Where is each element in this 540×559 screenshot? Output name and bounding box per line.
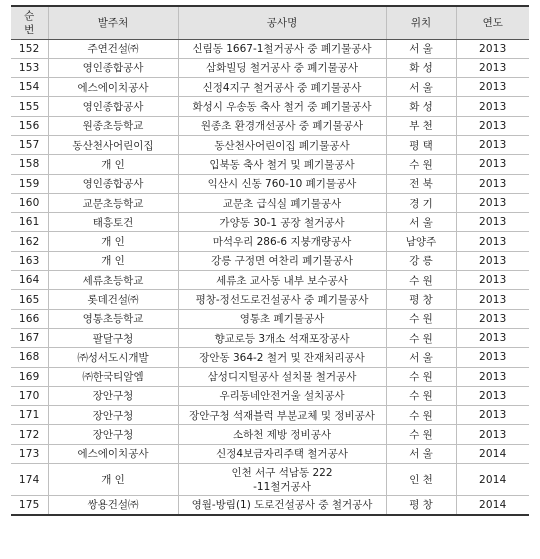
cell-number: 172 bbox=[11, 425, 48, 444]
cell-project: 신정4지구 철거공사 중 폐기물공사 bbox=[178, 78, 386, 97]
cell-year: 2013 bbox=[456, 97, 529, 116]
cell-project: 영통초 폐기물공사 bbox=[178, 309, 386, 328]
cell-number: 158 bbox=[11, 155, 48, 174]
cell-location: 남양주 bbox=[386, 232, 456, 251]
table-row bbox=[11, 425, 529, 444]
cell-client: 에스에이치공사 bbox=[48, 78, 178, 97]
cell-project: 소하천 제방 정비공사 bbox=[178, 425, 386, 444]
cell-year: 2013 bbox=[456, 271, 529, 290]
cell-project: 장안동 364-2 철거 및 잔재처리공사 bbox=[178, 348, 386, 367]
cell-location: 평 창 bbox=[386, 496, 456, 515]
cell-client: 주연건설㈜ bbox=[48, 39, 178, 58]
cell-location: 인 천 bbox=[386, 464, 456, 496]
cell-year: 2013 bbox=[456, 251, 529, 270]
cell-project: 입북동 축사 철거 및 폐기물공사 bbox=[178, 155, 386, 174]
table-row bbox=[11, 464, 529, 496]
cell-number: 170 bbox=[11, 386, 48, 405]
cell-location: 서 울 bbox=[386, 348, 456, 367]
cell-location: 수 원 bbox=[386, 271, 456, 290]
cell-project: 마석우리 286-6 지붕개량공사 bbox=[178, 232, 386, 251]
cell-year: 2013 bbox=[456, 193, 529, 212]
cell-location: 화 성 bbox=[386, 97, 456, 116]
cell-number: 155 bbox=[11, 97, 48, 116]
cell-project: 가양동 30-1 공장 철거공사 bbox=[178, 213, 386, 232]
project-table-container bbox=[11, 5, 529, 516]
header-number-line1: 순 bbox=[24, 9, 35, 22]
cell-year: 2013 bbox=[456, 232, 529, 251]
cell-project: 교문초 급식실 폐기물공사 bbox=[178, 193, 386, 212]
cell-number: 152 bbox=[11, 39, 48, 58]
cell-client: 세류초등학교 bbox=[48, 271, 178, 290]
cell-client: 에스에이치공사 bbox=[48, 444, 178, 463]
table-row bbox=[11, 58, 529, 77]
header-number bbox=[11, 6, 48, 39]
table-row bbox=[11, 348, 529, 367]
cell-location: 화 성 bbox=[386, 58, 456, 77]
cell-client: ㈜성서도시개발 bbox=[48, 348, 178, 367]
cell-year: 2013 bbox=[456, 348, 529, 367]
cell-year: 2013 bbox=[456, 386, 529, 405]
cell-client: ㈜한국티알엠 bbox=[48, 367, 178, 386]
cell-number: 154 bbox=[11, 78, 48, 97]
table-row bbox=[11, 496, 529, 515]
cell-location: 평 창 bbox=[386, 290, 456, 309]
cell-number: 161 bbox=[11, 213, 48, 232]
cell-number: 174 bbox=[11, 464, 48, 496]
cell-project: 삼성디지털공사 설치물 철거공사 bbox=[178, 367, 386, 386]
cell-project: 삼화빌딩 철거공사 중 폐기물공사 bbox=[178, 58, 386, 77]
cell-number: 169 bbox=[11, 367, 48, 386]
cell-number: 159 bbox=[11, 174, 48, 193]
cell-number: 163 bbox=[11, 251, 48, 270]
cell-number: 175 bbox=[11, 496, 48, 515]
cell-project: 우리동네안전거울 설치공사 bbox=[178, 386, 386, 405]
cell-year: 2013 bbox=[456, 425, 529, 444]
cell-project: 동산천사어린이집 폐기물공사 bbox=[178, 135, 386, 154]
cell-location: 서 울 bbox=[386, 444, 456, 463]
cell-location: 평 택 bbox=[386, 135, 456, 154]
cell-year: 2013 bbox=[456, 78, 529, 97]
project-history-table bbox=[11, 5, 529, 516]
cell-client: 영인종합공사 bbox=[48, 97, 178, 116]
table-row bbox=[11, 97, 529, 116]
cell-number: 173 bbox=[11, 444, 48, 463]
cell-client: 팔달구청 bbox=[48, 328, 178, 347]
cell-location: 전 북 bbox=[386, 174, 456, 193]
cell-project: 향교로등 3개소 석재포장공사 bbox=[178, 328, 386, 347]
cell-year: 2013 bbox=[456, 58, 529, 77]
cell-location: 수 원 bbox=[386, 406, 456, 425]
table-row bbox=[11, 386, 529, 405]
cell-number: 166 bbox=[11, 309, 48, 328]
cell-year: 2014 bbox=[456, 464, 529, 496]
cell-client: 교문초등학교 bbox=[48, 193, 178, 212]
cell-year: 2013 bbox=[456, 174, 529, 193]
cell-year: 2014 bbox=[456, 496, 529, 515]
cell-location: 부 천 bbox=[386, 116, 456, 135]
table-row bbox=[11, 174, 529, 193]
cell-year: 2013 bbox=[456, 406, 529, 425]
cell-client: 태흥토건 bbox=[48, 213, 178, 232]
cell-project: 화성시 우송동 축사 철거 중 폐기물공사 bbox=[178, 97, 386, 116]
cell-project: 신정4보금자리주택 철거공사 bbox=[178, 444, 386, 463]
cell-project: 원종초 환경개선공사 중 폐기물공사 bbox=[178, 116, 386, 135]
cell-client: 원종초등학교 bbox=[48, 116, 178, 135]
cell-client: 장안구청 bbox=[48, 425, 178, 444]
table-row bbox=[11, 213, 529, 232]
cell-year: 2013 bbox=[456, 155, 529, 174]
cell-client: 개 인 bbox=[48, 155, 178, 174]
cell-number: 171 bbox=[11, 406, 48, 425]
table-row bbox=[11, 367, 529, 386]
header-project: 공사명 bbox=[178, 6, 386, 39]
header-year: 연도 bbox=[456, 6, 529, 39]
cell-location: 수 원 bbox=[386, 425, 456, 444]
cell-location: 경 기 bbox=[386, 193, 456, 212]
cell-project bbox=[178, 464, 386, 496]
cell-year: 2013 bbox=[456, 135, 529, 154]
cell-client: 장안구청 bbox=[48, 406, 178, 425]
cell-year: 2013 bbox=[456, 367, 529, 386]
cell-project: 익산시 신동 760-10 폐기물공사 bbox=[178, 174, 386, 193]
cell-project: 강릉 구정면 여찬리 폐기물공사 bbox=[178, 251, 386, 270]
cell-year: 2013 bbox=[456, 39, 529, 58]
cell-location: 서 울 bbox=[386, 39, 456, 58]
cell-location: 수 원 bbox=[386, 386, 456, 405]
table-row bbox=[11, 290, 529, 309]
cell-project-line2: -11철거공사 bbox=[253, 480, 311, 493]
cell-location: 서 울 bbox=[386, 213, 456, 232]
table-row bbox=[11, 78, 529, 97]
cell-client: 쌍용건설㈜ bbox=[48, 496, 178, 515]
cell-number: 153 bbox=[11, 58, 48, 77]
table-header-row bbox=[11, 6, 529, 39]
table-row bbox=[11, 116, 529, 135]
cell-client: 영인종합공사 bbox=[48, 174, 178, 193]
cell-number: 160 bbox=[11, 193, 48, 212]
table-row bbox=[11, 193, 529, 212]
cell-location: 수 원 bbox=[386, 367, 456, 386]
table-row bbox=[11, 328, 529, 347]
header-number-line2: 번 bbox=[24, 23, 35, 36]
cell-number: 156 bbox=[11, 116, 48, 135]
cell-location: 강 릉 bbox=[386, 251, 456, 270]
cell-year: 2013 bbox=[456, 328, 529, 347]
cell-location: 수 원 bbox=[386, 309, 456, 328]
table-row bbox=[11, 271, 529, 290]
header-location: 위치 bbox=[386, 6, 456, 39]
cell-year: 2013 bbox=[456, 309, 529, 328]
table-row bbox=[11, 155, 529, 174]
cell-project: 장안구청 석재블럭 부분교체 및 정비공사 bbox=[178, 406, 386, 425]
cell-client: 장안구청 bbox=[48, 386, 178, 405]
cell-location: 수 원 bbox=[386, 328, 456, 347]
cell-client: 롯데건설㈜ bbox=[48, 290, 178, 309]
cell-client: 개 인 bbox=[48, 464, 178, 496]
cell-location: 수 원 bbox=[386, 155, 456, 174]
cell-year: 2013 bbox=[456, 116, 529, 135]
table-row bbox=[11, 309, 529, 328]
cell-number: 165 bbox=[11, 290, 48, 309]
cell-project: 신림동 1667-1철거공사 중 폐기물공사 bbox=[178, 39, 386, 58]
cell-project: 영월-방림(1) 도로건설공사 중 철거공사 bbox=[178, 496, 386, 515]
cell-client: 영통초등학교 bbox=[48, 309, 178, 328]
cell-year: 2013 bbox=[456, 290, 529, 309]
cell-number: 162 bbox=[11, 232, 48, 251]
cell-number: 164 bbox=[11, 271, 48, 290]
cell-number: 168 bbox=[11, 348, 48, 367]
cell-client: 동산천사어린이집 bbox=[48, 135, 178, 154]
cell-year: 2014 bbox=[456, 444, 529, 463]
table-row bbox=[11, 444, 529, 463]
cell-client: 개 인 bbox=[48, 251, 178, 270]
cell-project-line1: 인천 서구 석남동 222 bbox=[231, 466, 333, 479]
cell-number: 167 bbox=[11, 328, 48, 347]
cell-location: 서 울 bbox=[386, 78, 456, 97]
table-row bbox=[11, 135, 529, 154]
cell-client: 영인종합공사 bbox=[48, 58, 178, 77]
table-row bbox=[11, 251, 529, 270]
table-row bbox=[11, 406, 529, 425]
cell-project: 평창-정선도로건설공사 중 폐기물공사 bbox=[178, 290, 386, 309]
cell-year: 2013 bbox=[456, 213, 529, 232]
table-row bbox=[11, 232, 529, 251]
cell-project: 세류초 교사동 내부 보수공사 bbox=[178, 271, 386, 290]
table-row bbox=[11, 39, 529, 58]
cell-client: 개 인 bbox=[48, 232, 178, 251]
header-client: 발주처 bbox=[48, 6, 178, 39]
cell-number: 157 bbox=[11, 135, 48, 154]
